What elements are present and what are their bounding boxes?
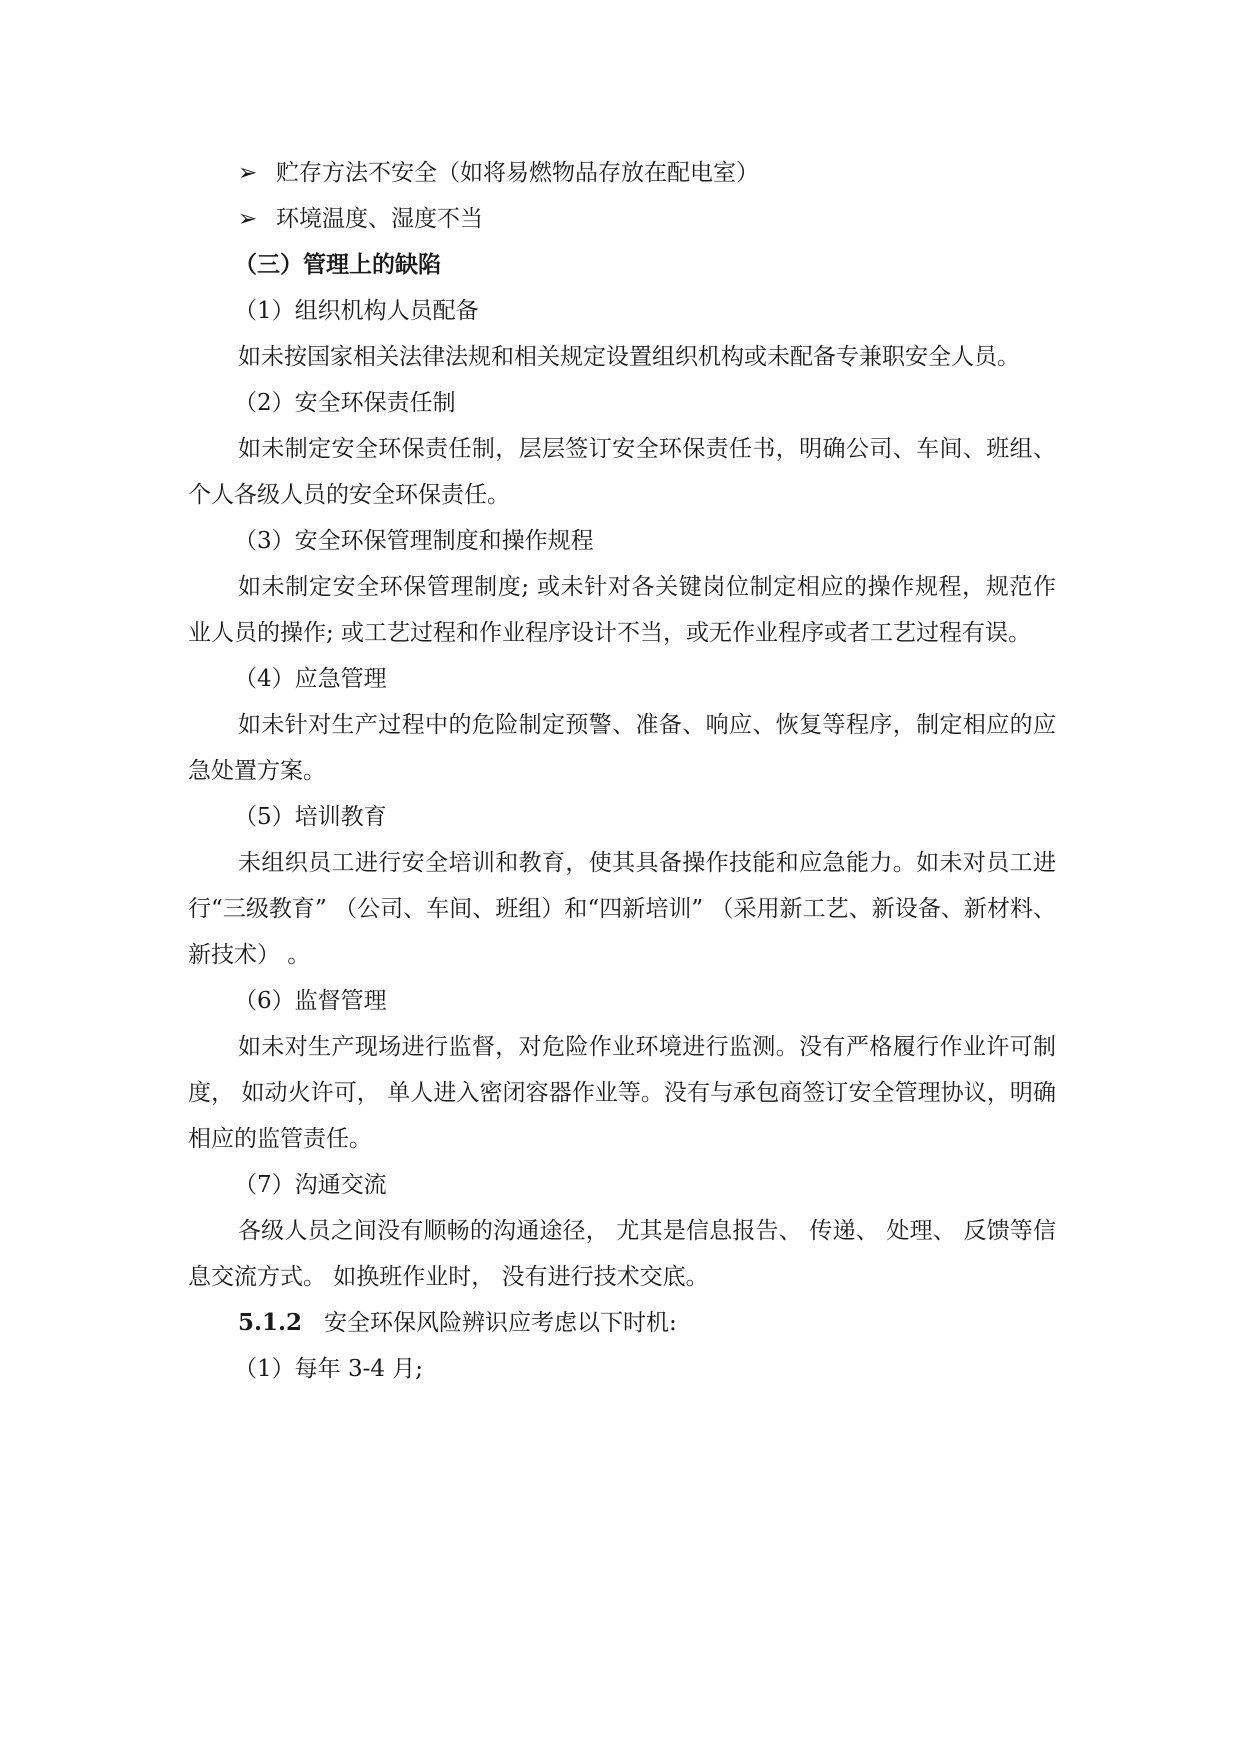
bullet-item [188,150,1056,196]
arrow-bullet-icon: ➢ [238,206,258,232]
subsection-body: 如未按国家相关法律法规和相关规定设置组织机构或未配备专兼职安全人员。 [238,344,1020,370]
subsection-title: （3）安全环保管理制度和操作规程 [234,528,594,554]
clause-number: 5.1.2 [238,1309,303,1336]
subsection-title: （1）组织机构人员配备 [234,298,479,324]
bullet-text: 环境温度、湿度不当 [276,206,483,232]
subsection-title: （7）沟通交流 [234,1172,387,1198]
subsection-body: 如未对生产现场进行监督，对危险作业环境进行监测。没有严格履行作业许可制度， 如动火许可， 单人进入密闭容器作业等。没有与承包商签订安全管理协议，明确相应的监管责任。 [188,1034,1056,1152]
subsection-body: 各级人员之间没有顺畅的沟通途径， 尤其是信息报告、 传递、 处理、 反馈等信息交流方式。 如换班作业时， 没有进行技术交底。 [188,1218,1056,1290]
subsection-body: 如未制定安全环保责任制，层层签订安全环保责任书，明确公司、车间、班组、个人各级人员的安全环保责任。 [188,436,1056,508]
clause-text: 安全环保风险辨识应考虑以下时机: [324,1310,677,1336]
subsection-title: （5）培训教育 [234,804,387,830]
section-heading: （三）管理上的缺陷 [234,251,441,278]
list-item: （1）每年 3-4 月; [234,1356,424,1382]
bullet-text: 贮存方法不安全（如将易燃物品存放在配电室） [276,160,759,186]
subsection-body: 未组织员工进行安全培训和教育，使其具备操作技能和应急能力。如未对员工进行“三级教育” （公司、车间、班组）和“四新培训” （采用新工艺、新设备、新材料、新技术） 。 [188,850,1056,968]
subsection-title: （6）监督管理 [234,988,387,1014]
bullet-item [188,196,1056,242]
subsection-body: 如未针对生产过程中的危险制定预警、准备、响应、恢复等程序，制定相应的应急处置方案。 [188,712,1056,784]
subsection-title: （2）安全环保责任制 [234,390,456,416]
subsection-title: （4）应急管理 [234,666,387,692]
subsection-body: 如未制定安全环保管理制度; 或未针对各关键岗位制定相应的操作规程，规范作业人员的操作; 或工艺过程和作业程序设计不当，或无作业程序或者工艺过程有误。 [188,574,1056,646]
arrow-bullet-icon: ➢ [238,160,258,186]
document-body [188,150,1056,1392]
clause-line [188,1300,1056,1346]
